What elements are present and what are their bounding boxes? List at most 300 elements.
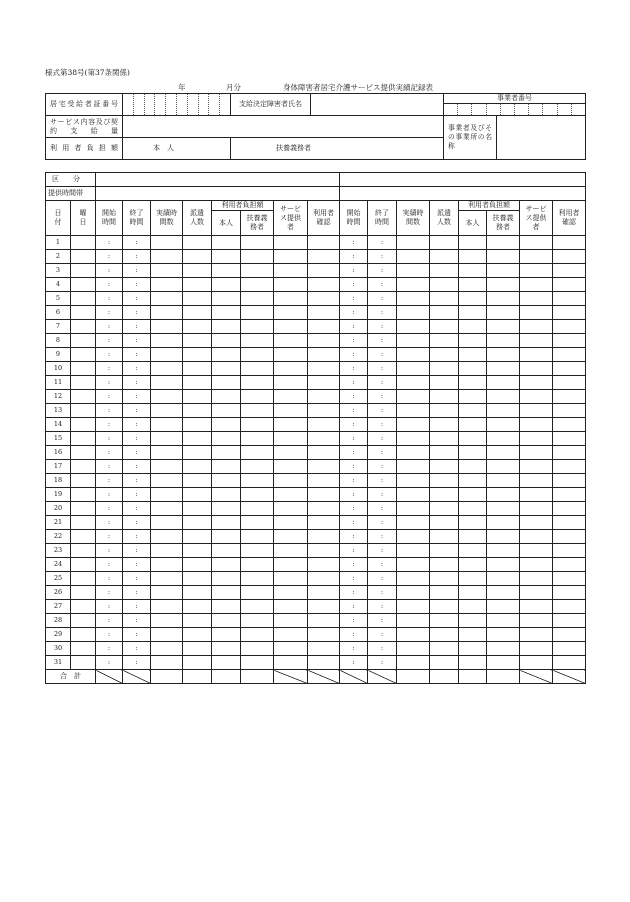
dependent-copay-cell[interactable] (241, 502, 274, 516)
actual-hours-cell[interactable] (151, 558, 183, 572)
dependent-copay-cell[interactable] (487, 320, 520, 334)
total-dispatch-cell[interactable] (430, 670, 459, 684)
start-time-cell[interactable]: : (340, 614, 368, 628)
start-time-cell[interactable]: : (340, 516, 368, 530)
end-time-cell[interactable]: : (368, 544, 397, 558)
total-self-copay-cell[interactable] (212, 670, 241, 684)
self-copay-cell[interactable] (459, 516, 487, 530)
self-copay-cell[interactable] (459, 432, 487, 446)
self-copay-cell[interactable] (459, 390, 487, 404)
self-copay-cell[interactable] (212, 404, 241, 418)
provider-cell[interactable] (520, 586, 553, 600)
start-time-cell[interactable]: : (340, 488, 368, 502)
dependent-copay-cell[interactable] (487, 292, 520, 306)
confirm-cell[interactable] (308, 586, 340, 600)
weekday-cell[interactable] (71, 558, 96, 572)
confirm-cell[interactable] (553, 656, 586, 670)
dependent-copay-cell[interactable] (241, 250, 274, 264)
end-time-cell[interactable]: : (368, 264, 397, 278)
start-time-cell[interactable]: : (340, 642, 368, 656)
end-time-cell[interactable]: : (123, 306, 151, 320)
dispatch-cell[interactable] (430, 446, 459, 460)
end-time-cell[interactable]: : (368, 432, 397, 446)
provider-cell[interactable] (520, 628, 553, 642)
actual-hours-cell[interactable] (151, 348, 183, 362)
confirm-cell[interactable] (308, 292, 340, 306)
weekday-cell[interactable] (71, 474, 96, 488)
start-time-cell[interactable]: : (96, 404, 123, 418)
end-time-cell[interactable]: : (123, 446, 151, 460)
self-copay-cell[interactable] (212, 390, 241, 404)
self-copay-cell[interactable] (212, 586, 241, 600)
weekday-cell[interactable] (71, 418, 96, 432)
start-time-cell[interactable]: : (96, 586, 123, 600)
actual-hours-cell[interactable] (151, 502, 183, 516)
provider-cell[interactable] (520, 502, 553, 516)
start-time-cell[interactable]: : (340, 432, 368, 446)
dependent-copay-cell[interactable] (487, 278, 520, 292)
provider-cell[interactable] (520, 600, 553, 614)
actual-hours-cell[interactable] (151, 642, 183, 656)
end-time-cell[interactable]: : (368, 390, 397, 404)
actual-hours-cell[interactable] (397, 236, 430, 250)
actual-hours-cell[interactable] (397, 376, 430, 390)
start-time-cell[interactable]: : (96, 348, 123, 362)
end-time-cell[interactable]: : (123, 278, 151, 292)
start-time-cell[interactable]: : (96, 390, 123, 404)
end-time-cell[interactable]: : (368, 236, 397, 250)
confirm-cell[interactable] (308, 516, 340, 530)
provider-cell[interactable] (274, 390, 308, 404)
dispatch-cell[interactable] (183, 236, 212, 250)
weekday-cell[interactable] (71, 334, 96, 348)
start-time-cell[interactable]: : (96, 292, 123, 306)
self-copay-cell[interactable] (212, 572, 241, 586)
provider-cell[interactable] (520, 264, 553, 278)
actual-hours-cell[interactable] (151, 306, 183, 320)
end-time-cell[interactable]: : (123, 348, 151, 362)
confirm-cell[interactable] (553, 502, 586, 516)
start-time-cell[interactable]: : (96, 320, 123, 334)
dispatch-cell[interactable] (183, 600, 212, 614)
confirm-cell[interactable] (308, 446, 340, 460)
end-time-cell[interactable]: : (123, 614, 151, 628)
start-time-cell[interactable]: : (96, 530, 123, 544)
self-copay-cell[interactable] (459, 320, 487, 334)
dispatch-cell[interactable] (183, 418, 212, 432)
end-time-cell[interactable]: : (368, 446, 397, 460)
dependent-copay-cell[interactable] (241, 418, 274, 432)
actual-hours-cell[interactable] (151, 446, 183, 460)
confirm-cell[interactable] (308, 600, 340, 614)
dependent-copay-cell[interactable] (487, 264, 520, 278)
provider-cell[interactable] (520, 474, 553, 488)
confirm-cell[interactable] (308, 432, 340, 446)
dependent-copay-cell[interactable] (487, 656, 520, 670)
start-time-cell[interactable]: : (340, 292, 368, 306)
confirm-cell[interactable] (553, 558, 586, 572)
provider-cell[interactable] (274, 320, 308, 334)
dependent-copay-cell[interactable] (241, 558, 274, 572)
provider-cell[interactable] (520, 418, 553, 432)
start-time-cell[interactable]: : (96, 376, 123, 390)
weekday-cell[interactable] (71, 404, 96, 418)
end-time-cell[interactable]: : (368, 572, 397, 586)
self-copay-cell[interactable] (459, 502, 487, 516)
start-time-cell[interactable]: : (340, 236, 368, 250)
dependent-copay-cell[interactable] (241, 376, 274, 390)
dispatch-cell[interactable] (430, 278, 459, 292)
start-time-cell[interactable]: : (340, 656, 368, 670)
provider-cell[interactable] (520, 446, 553, 460)
actual-hours-cell[interactable] (397, 642, 430, 656)
end-time-cell[interactable]: : (123, 362, 151, 376)
confirm-cell[interactable] (308, 236, 340, 250)
time-slot-field-right[interactable] (340, 187, 586, 201)
provider-cell[interactable] (520, 390, 553, 404)
self-copay-cell[interactable] (212, 362, 241, 376)
dependent-copay-cell[interactable] (241, 278, 274, 292)
dependent-copay-cell[interactable] (487, 404, 520, 418)
weekday-cell[interactable] (71, 488, 96, 502)
dependent-copay-cell[interactable] (241, 488, 274, 502)
self-copay-cell[interactable] (212, 516, 241, 530)
actual-hours-cell[interactable] (151, 292, 183, 306)
provider-cell[interactable] (520, 432, 553, 446)
self-copay-cell[interactable] (459, 642, 487, 656)
self-copay-cell[interactable] (459, 334, 487, 348)
provider-cell[interactable] (274, 348, 308, 362)
start-time-cell[interactable]: : (340, 348, 368, 362)
dependent-copay-cell[interactable] (241, 320, 274, 334)
provider-cell[interactable] (274, 446, 308, 460)
confirm-cell[interactable] (553, 348, 586, 362)
self-copay-cell[interactable] (212, 656, 241, 670)
dispatch-cell[interactable] (430, 418, 459, 432)
provider-cell[interactable] (520, 642, 553, 656)
provider-cell[interactable] (274, 264, 308, 278)
dispatch-cell[interactable] (183, 250, 212, 264)
confirm-cell[interactable] (308, 320, 340, 334)
total-dependent-copay-cell[interactable] (487, 670, 520, 684)
provider-cell[interactable] (274, 236, 308, 250)
actual-hours-cell[interactable] (397, 558, 430, 572)
actual-hours-cell[interactable] (397, 348, 430, 362)
self-copay-cell[interactable] (212, 278, 241, 292)
provider-cell[interactable] (274, 572, 308, 586)
dispatch-cell[interactable] (430, 432, 459, 446)
actual-hours-cell[interactable] (397, 418, 430, 432)
provider-cell[interactable] (520, 278, 553, 292)
confirm-cell[interactable] (308, 530, 340, 544)
dispatch-cell[interactable] (430, 516, 459, 530)
dependent-copay-cell[interactable] (487, 516, 520, 530)
self-copay-cell[interactable] (459, 348, 487, 362)
end-time-cell[interactable]: : (368, 362, 397, 376)
dispatch-cell[interactable] (183, 488, 212, 502)
start-time-cell[interactable]: : (340, 362, 368, 376)
dispatch-cell[interactable] (430, 586, 459, 600)
recipient-number-field[interactable] (123, 94, 231, 116)
dependent-copay-cell[interactable] (241, 474, 274, 488)
self-copay-cell[interactable] (459, 236, 487, 250)
dispatch-cell[interactable] (183, 376, 212, 390)
dispatch-cell[interactable] (430, 460, 459, 474)
self-copay-cell[interactable] (212, 558, 241, 572)
self-copay-cell[interactable] (212, 488, 241, 502)
dispatch-cell[interactable] (183, 404, 212, 418)
provider-cell[interactable] (274, 250, 308, 264)
end-time-cell[interactable]: : (123, 516, 151, 530)
dependent-copay-cell[interactable] (241, 446, 274, 460)
provider-cell[interactable] (520, 250, 553, 264)
end-time-cell[interactable]: : (123, 460, 151, 474)
weekday-cell[interactable] (71, 516, 96, 530)
weekday-cell[interactable] (71, 628, 96, 642)
start-time-cell[interactable]: : (96, 572, 123, 586)
dispatch-cell[interactable] (183, 628, 212, 642)
dispatch-cell[interactable] (183, 642, 212, 656)
start-time-cell[interactable]: : (340, 334, 368, 348)
start-time-cell[interactable]: : (96, 236, 123, 250)
confirm-cell[interactable] (553, 586, 586, 600)
self-copay-cell[interactable] (459, 306, 487, 320)
dispatch-cell[interactable] (430, 292, 459, 306)
start-time-cell[interactable]: : (96, 614, 123, 628)
dispatch-cell[interactable] (183, 264, 212, 278)
dispatch-cell[interactable] (183, 278, 212, 292)
provider-cell[interactable] (274, 586, 308, 600)
start-time-cell[interactable]: : (340, 474, 368, 488)
actual-hours-cell[interactable] (397, 432, 430, 446)
dispatch-cell[interactable] (183, 516, 212, 530)
confirm-cell[interactable] (308, 264, 340, 278)
dependent-copay-cell[interactable] (487, 418, 520, 432)
end-time-cell[interactable]: : (123, 264, 151, 278)
provider-cell[interactable] (274, 292, 308, 306)
actual-hours-cell[interactable] (397, 306, 430, 320)
start-time-cell[interactable]: : (96, 642, 123, 656)
confirm-cell[interactable] (553, 474, 586, 488)
weekday-cell[interactable] (71, 376, 96, 390)
end-time-cell[interactable]: : (368, 460, 397, 474)
weekday-cell[interactable] (71, 348, 96, 362)
actual-hours-cell[interactable] (397, 334, 430, 348)
actual-hours-cell[interactable] (397, 628, 430, 642)
actual-hours-cell[interactable] (151, 544, 183, 558)
end-time-cell[interactable]: : (123, 334, 151, 348)
confirm-cell[interactable] (308, 418, 340, 432)
confirm-cell[interactable] (553, 278, 586, 292)
provider-cell[interactable] (274, 544, 308, 558)
provider-cell[interactable] (520, 572, 553, 586)
start-time-cell[interactable]: : (96, 362, 123, 376)
start-time-cell[interactable]: : (340, 306, 368, 320)
actual-hours-cell[interactable] (397, 446, 430, 460)
provider-cell[interactable] (274, 418, 308, 432)
confirm-cell[interactable] (553, 292, 586, 306)
self-copay-cell[interactable] (459, 558, 487, 572)
dependent-copay-cell[interactable] (241, 516, 274, 530)
self-copay-cell[interactable] (459, 362, 487, 376)
start-time-cell[interactable]: : (340, 320, 368, 334)
actual-hours-cell[interactable] (397, 278, 430, 292)
self-copay-cell[interactable] (459, 292, 487, 306)
provider-cell[interactable] (274, 530, 308, 544)
actual-hours-cell[interactable] (397, 488, 430, 502)
time-slot-field-left[interactable] (96, 187, 340, 201)
total-actual-hours-cell[interactable] (397, 670, 430, 684)
start-time-cell[interactable]: : (340, 530, 368, 544)
dependent-copay-cell[interactable] (241, 656, 274, 670)
dependent-copay-cell[interactable] (487, 600, 520, 614)
self-copay-cell[interactable] (459, 586, 487, 600)
start-time-cell[interactable]: : (96, 432, 123, 446)
actual-hours-cell[interactable] (397, 614, 430, 628)
actual-hours-cell[interactable] (151, 474, 183, 488)
actual-hours-cell[interactable] (397, 656, 430, 670)
provider-cell[interactable] (520, 292, 553, 306)
end-time-cell[interactable]: : (368, 250, 397, 264)
provider-cell[interactable] (274, 334, 308, 348)
actual-hours-cell[interactable] (397, 530, 430, 544)
self-copay-cell[interactable] (212, 250, 241, 264)
actual-hours-cell[interactable] (397, 586, 430, 600)
confirm-cell[interactable] (308, 488, 340, 502)
confirm-cell[interactable] (308, 656, 340, 670)
self-copay-cell[interactable] (459, 404, 487, 418)
end-time-cell[interactable]: : (368, 376, 397, 390)
dependent-copay-cell[interactable] (241, 404, 274, 418)
end-time-cell[interactable]: : (368, 348, 397, 362)
start-time-cell[interactable]: : (340, 250, 368, 264)
confirm-cell[interactable] (308, 558, 340, 572)
provider-cell[interactable] (520, 320, 553, 334)
confirm-cell[interactable] (553, 614, 586, 628)
self-copay-cell[interactable] (459, 628, 487, 642)
end-time-cell[interactable]: : (123, 404, 151, 418)
dispatch-cell[interactable] (430, 614, 459, 628)
dependent-copay-cell[interactable] (487, 628, 520, 642)
self-copay-cell[interactable] (212, 432, 241, 446)
self-copay-cell[interactable] (212, 460, 241, 474)
weekday-cell[interactable] (71, 320, 96, 334)
self-copay-cell[interactable] (459, 264, 487, 278)
dependent-copay-cell[interactable] (241, 362, 274, 376)
actual-hours-cell[interactable] (151, 614, 183, 628)
end-time-cell[interactable]: : (123, 390, 151, 404)
confirm-cell[interactable] (553, 446, 586, 460)
dependent-copay-cell[interactable] (241, 432, 274, 446)
provider-cell[interactable] (274, 474, 308, 488)
start-time-cell[interactable]: : (96, 628, 123, 642)
dispatch-cell[interactable] (430, 488, 459, 502)
weekday-cell[interactable] (71, 544, 96, 558)
confirm-cell[interactable] (553, 404, 586, 418)
provider-cell[interactable] (274, 558, 308, 572)
dispatch-cell[interactable] (430, 404, 459, 418)
confirm-cell[interactable] (308, 502, 340, 516)
start-time-cell[interactable]: : (340, 278, 368, 292)
dependent-copay-cell[interactable] (487, 558, 520, 572)
self-copay-cell[interactable] (212, 502, 241, 516)
end-time-cell[interactable]: : (368, 558, 397, 572)
provider-cell[interactable] (520, 516, 553, 530)
start-time-cell[interactable]: : (340, 418, 368, 432)
confirm-cell[interactable] (553, 334, 586, 348)
dependent-copay-cell[interactable] (241, 600, 274, 614)
end-time-cell[interactable]: : (368, 502, 397, 516)
dispatch-cell[interactable] (430, 236, 459, 250)
dispatch-cell[interactable] (183, 572, 212, 586)
end-time-cell[interactable]: : (123, 292, 151, 306)
dispatch-cell[interactable] (430, 348, 459, 362)
dispatch-cell[interactable] (183, 292, 212, 306)
dispatch-cell[interactable] (183, 530, 212, 544)
self-copay-cell[interactable] (212, 418, 241, 432)
weekday-cell[interactable] (71, 292, 96, 306)
end-time-cell[interactable]: : (123, 558, 151, 572)
end-time-cell[interactable]: : (368, 614, 397, 628)
confirm-cell[interactable] (553, 418, 586, 432)
confirm-cell[interactable] (553, 544, 586, 558)
end-time-cell[interactable]: : (368, 306, 397, 320)
actual-hours-cell[interactable] (397, 544, 430, 558)
self-copay-cell[interactable] (459, 418, 487, 432)
actual-hours-cell[interactable] (151, 418, 183, 432)
actual-hours-cell[interactable] (151, 334, 183, 348)
actual-hours-cell[interactable] (397, 404, 430, 418)
provider-cell[interactable] (520, 656, 553, 670)
dispatch-cell[interactable] (183, 446, 212, 460)
start-time-cell[interactable]: : (340, 628, 368, 642)
self-copay-cell[interactable] (459, 656, 487, 670)
dispatch-cell[interactable] (430, 334, 459, 348)
provider-cell[interactable] (274, 460, 308, 474)
provider-cell[interactable] (274, 362, 308, 376)
dispatch-cell[interactable] (430, 474, 459, 488)
dispatch-cell[interactable] (183, 362, 212, 376)
actual-hours-cell[interactable] (151, 236, 183, 250)
end-time-cell[interactable]: : (123, 376, 151, 390)
self-copay-cell[interactable] (459, 460, 487, 474)
self-copay-cell[interactable] (212, 264, 241, 278)
end-time-cell[interactable]: : (368, 320, 397, 334)
self-copay-cell[interactable] (212, 292, 241, 306)
end-time-cell[interactable]: : (368, 586, 397, 600)
end-time-cell[interactable]: : (368, 516, 397, 530)
dependent-copay-cell[interactable] (241, 642, 274, 656)
dependent-copay-cell[interactable] (487, 488, 520, 502)
actual-hours-cell[interactable] (151, 432, 183, 446)
confirm-cell[interactable] (553, 376, 586, 390)
dependent-copay-cell[interactable] (241, 544, 274, 558)
dependent-copay-cell[interactable] (241, 390, 274, 404)
dispatch-cell[interactable] (183, 306, 212, 320)
end-time-cell[interactable]: : (368, 334, 397, 348)
confirm-cell[interactable] (308, 544, 340, 558)
provider-cell[interactable] (520, 488, 553, 502)
actual-hours-cell[interactable] (397, 460, 430, 474)
start-time-cell[interactable]: : (340, 446, 368, 460)
provider-cell[interactable] (274, 432, 308, 446)
provider-name-field[interactable] (497, 116, 586, 160)
self-copay-cell[interactable] (212, 376, 241, 390)
start-time-cell[interactable]: : (96, 502, 123, 516)
dispatch-cell[interactable] (183, 474, 212, 488)
end-time-cell[interactable]: : (368, 292, 397, 306)
confirm-cell[interactable] (308, 572, 340, 586)
